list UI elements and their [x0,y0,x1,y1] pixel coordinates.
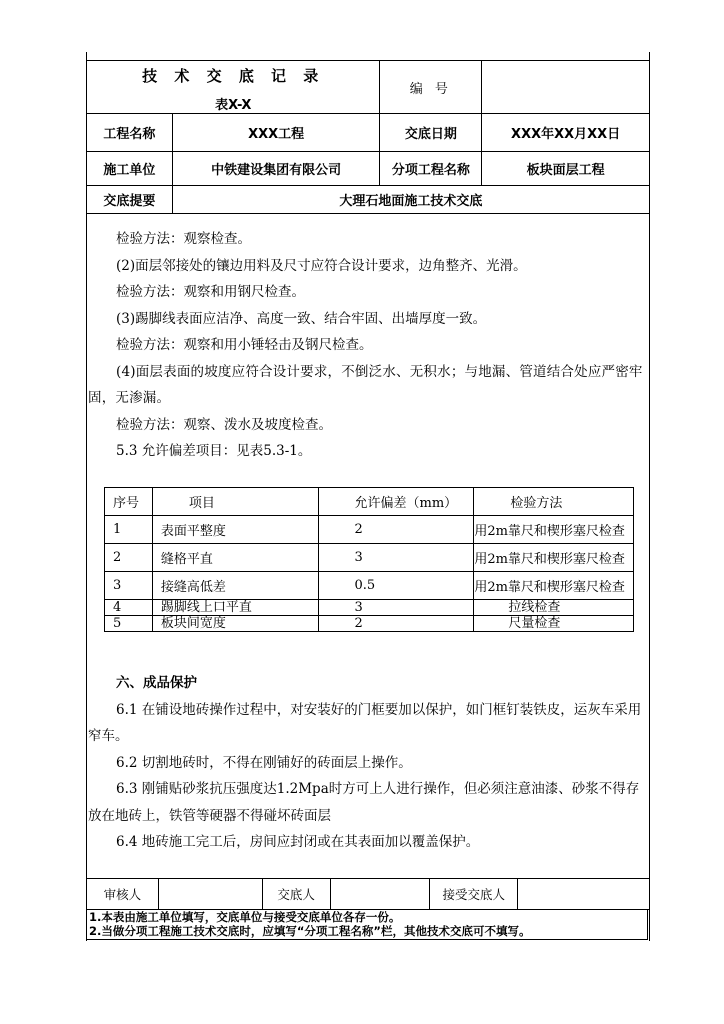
table-cell: 2 [105,544,153,572]
table-header-row [105,488,634,516]
table-cell: 用2m靠尺和楔形塞尺检查 [474,544,634,572]
signature-table [86,878,650,910]
presenter-label: 交底人 [262,879,330,910]
table-header-cell: 允许偏差（mm） [318,488,474,516]
table-cell: 1 [105,516,153,544]
table-cell: 2 [318,616,474,632]
table-cell: 用2m靠尺和楔形塞尺检查 [474,516,634,544]
table-row [105,544,634,572]
protection-section [88,670,644,856]
table-cell: 表面平整度 [152,516,318,544]
project-name-label: 工程名称 [87,114,173,152]
paragraph: 6.2 切割地砖时，不得在刚铺好的砖面层上操作。 [116,754,412,771]
table-row [105,616,634,632]
table-row [105,516,634,544]
table-cell: 2 [318,516,474,544]
table-cell: 5 [105,616,153,632]
paragraph: (4)面层表面的坡度应符合设计要求，不倒泛水、无积水；与地漏、管道结合处应严密牢固，无渗漏。 [88,363,643,406]
unit-value[interactable]: 中铁建设集团有限公司 [172,152,380,186]
table-cell: 0.5 [318,572,474,600]
paragraph: 检验方法：观察检查。 [116,231,251,247]
number-value[interactable] [482,61,650,114]
paragraph: (3)踢脚线表面应洁净、高度一致、结合牢固、出墙厚度一致。 [116,310,487,327]
footnote: 2.当做分项工程施工技术交底时，应填写“分项工程名称”栏，其他技术交底可不填写。 [89,924,531,938]
table-header-cell: 项目 [152,488,318,516]
table-cell: 3 [105,572,153,600]
title-cell [87,61,380,114]
table-cell: 4 [105,600,153,616]
receiver-label: 接受交底人 [430,879,518,910]
paragraph: 5.3 允许偏差项目：见表5.3-1。 [116,443,312,459]
table-cell: 拉线检查 [474,600,634,616]
table-cell: 踢脚线上口平直 [152,600,318,616]
reviewer-label: 审核人 [87,879,159,910]
date-value[interactable]: XXX年XX月XX日 [482,114,650,152]
presenter-signature-field[interactable] [330,879,430,910]
receiver-signature-field[interactable] [518,879,650,910]
paragraph: 检验方法：观察和用小锤轻击及钢尺检查。 [116,337,373,353]
table-cell: 缝格平直 [152,544,318,572]
unit-label: 施工单位 [87,152,173,186]
table-row [105,572,634,600]
tolerance-table [104,487,634,632]
paragraph: 6.3 刚铺贴砂浆抗压强度达1.2Mpa时方可上人进行操作，但必须注意油漆、砂浆不得存放在地砖上，铁管等硬器不得碰坏砖面层 [88,781,640,824]
footnote: 1.本表由施工单位填写，交底单位与接受交底单位各存一份。 [89,910,401,924]
sub-project-label: 分项工程名称 [380,152,482,186]
inspection-content [88,226,644,465]
number-label: 编 号 [380,61,482,114]
table-cell: 用2m靠尺和楔形塞尺检查 [474,572,634,600]
table-cell: 3 [318,600,474,616]
paragraph: 检验方法：观察和用钢尺检查。 [116,284,305,300]
table-header-cell: 检验方法 [474,488,634,516]
table-cell: 3 [318,544,474,572]
table-cell: 接缝高低差 [152,572,318,600]
footnotes [86,909,648,940]
summary-label: 交底提要 [87,186,173,214]
table-header-cell: 序号 [105,488,153,516]
table-cell: 尺量检查 [474,616,634,632]
header-table [86,60,650,214]
date-label: 交底日期 [380,114,482,152]
paragraph: (2)面层邻接处的镶边用料及尺寸应符合设计要求，边角整齐、光滑。 [116,257,527,274]
sub-project-value[interactable]: 板块面层工程 [482,152,650,186]
document-subtitle: 表X-X [215,98,252,113]
project-name-value[interactable]: XXX工程 [172,114,380,152]
table-row [105,600,634,616]
section-heading: 六、成品保护 [116,675,197,691]
paragraph: 6.1 在铺设地砖操作过程中，对安装好的门框要加以保护，如门框钉装铁皮，运灰车采用窄车。 [88,701,642,744]
reviewer-signature-field[interactable] [158,879,262,910]
paragraph: 6.4 地砖施工完工后，房间应封闭或在其表面加以覆盖保护。 [116,834,480,850]
paragraph: 检验方法：观察、泼水及坡度检查。 [116,416,332,433]
table-cell: 板块间宽度 [152,616,318,632]
summary-value[interactable]: 大理石地面施工技术交底 [172,186,649,214]
document-title: 技 术 交 底 记 录 [142,67,325,85]
